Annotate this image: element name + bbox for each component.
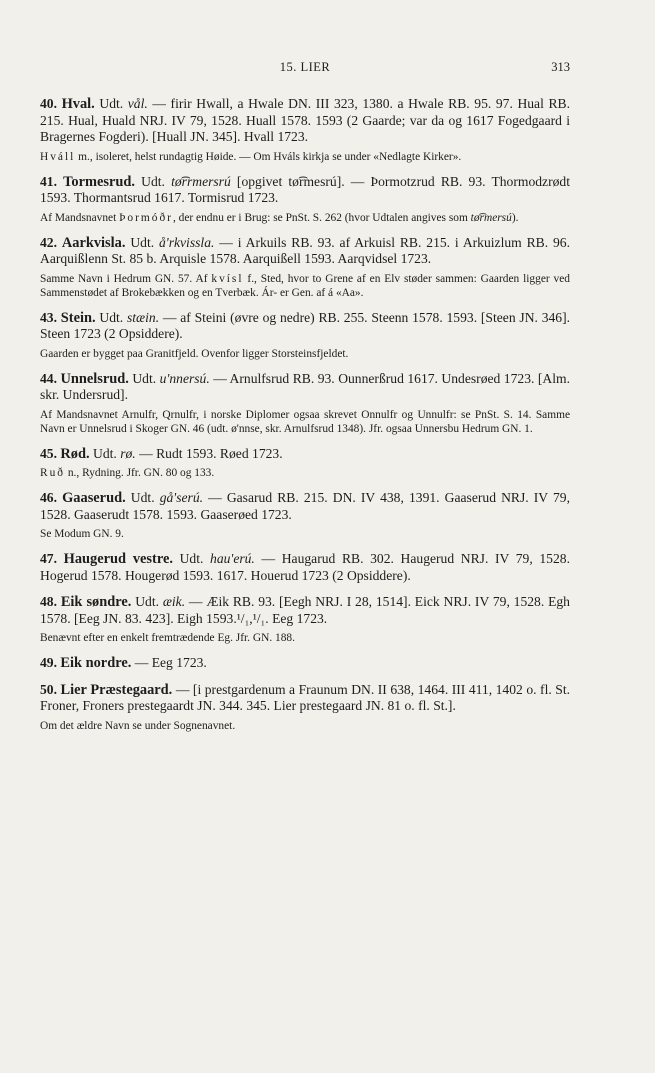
historical-forms: — firir Hwall, a Hwale DN. III 323, 1380. a Hwale RB. 95. 97. Hual RB. 215. Hual, Huald NRJ. IV 79, 1528. Huall 1578. 1593 (2 Gaarde; var da og 1617 Fogedgaard i Bragernes Fogderi). [Huall JN. 345]. Hvall 1723. [40, 96, 570, 144]
farm-name: Haugerud vestre. [63, 551, 173, 567]
farm-name: Lier Præstegaard. [60, 681, 173, 698]
entry-number: 44. [40, 370, 57, 386]
udt-label: Udt. [132, 370, 157, 386]
note-text: n., Rydning. Jfr. GN. 80 og 133. [65, 467, 215, 479]
entry-46 [40, 490, 570, 541]
farm-name: Eik søndre. [60, 594, 132, 610]
note-text-end: ). [511, 211, 519, 224]
entry-44 [40, 371, 570, 436]
note-text: Benævnt efter en enkelt fremtrædende Eg. Jfr. GN. 188. [40, 632, 295, 644]
entry-number: 45. [40, 445, 57, 461]
historical-forms: — i Arkuils RB. 93. af Arkuisl RB. 215. i Arkuizlum RB. 96. Aarquißlenn St. 85 b. Arquisle 1578. Aarquißell 1593. Aarqvidsel 1723. [40, 234, 570, 266]
entry-42 [40, 235, 570, 300]
entry-number: 50. [40, 681, 57, 697]
entry-number: 43. [40, 309, 57, 325]
note-text: Gaarden er bygget paa Granitfjeld. Ovenfor ligger Storsteinsfjeldet. [40, 347, 349, 360]
entry-number: 41. [40, 173, 57, 189]
entry-48 [40, 594, 570, 645]
note-spaced-term: Þormóðr [119, 211, 173, 224]
entry-47 [40, 551, 570, 584]
entry-note [40, 527, 570, 541]
historical-forms: — Haugarud RB. 302. Haugerud NRJ. IV 79, 1528. Hogerud 1578. Hougerød 1593. 1617. Houerud 1723 (2 Opsiddere). [40, 551, 570, 583]
note-spaced-term: kvísl [211, 272, 244, 285]
farm-name: Hval. [61, 96, 95, 112]
udt-label: Udt. [99, 309, 124, 325]
entry-main-text [40, 310, 570, 343]
historical-forms: [opgivet tø͡rmesrú]. — Þormotzrud RB. 93. Thormodzrødt 1593. Thormantsrud 1617. Tormisrud 1723. [40, 173, 570, 205]
historical-forms: — Rudt 1593. Røed 1723. [135, 445, 283, 461]
pronunciation: æik. [162, 594, 186, 609]
pronunciation: gå'serú. [159, 490, 204, 505]
udt-label: Udt. [93, 445, 117, 461]
entry-40 [40, 96, 570, 164]
entry-main-text [40, 235, 570, 268]
farm-name: Stein. [60, 309, 96, 326]
entry-number: 49. [40, 655, 57, 670]
entry-43 [40, 310, 570, 361]
pronunciation: tø͡rrmersrú [171, 173, 231, 189]
entry-note [40, 466, 570, 480]
entry-41 [40, 174, 570, 225]
entry-45 [40, 446, 570, 481]
note-text: Se Modum GN. 9. [40, 528, 124, 540]
entry-number: 47. [40, 551, 57, 566]
farm-name: Aarkvisla. [61, 234, 126, 251]
pronunciation: å'rkvissla. [159, 234, 215, 250]
entry-note [40, 211, 570, 225]
note-text: , der endnu er i Brug: se PnSt. S. 262 (hvor Udtalen angives som [172, 211, 471, 224]
entry-main-text [40, 174, 570, 207]
note-text: Om det ældre Navn se under Sognenavnet. [40, 719, 236, 732]
note-text: f., Sted, hvor to Grene af en Elv støder sammen: Gaarden ligger ved Sammenstødet af Brokebækken og en Tverbæk. Ár- er Gen. af á «Aa». [40, 272, 570, 299]
farm-name: Gaaserud. [62, 490, 126, 506]
udt-label: Udt. [130, 234, 155, 250]
entry-number: 40. [40, 96, 57, 111]
entry-main-text [40, 682, 570, 715]
pronunciation: vål. [127, 96, 148, 111]
historical-forms: — af Steini (øvre og nedre) RB. 255. Steenn 1578. 1593. [Steen JN. 346]. Steen 1723 (2 Opsiddere). [40, 309, 571, 341]
farm-name: Rød. [60, 445, 90, 462]
entry-note [40, 347, 570, 361]
entry-main-text [40, 655, 570, 672]
entry-main-text [40, 446, 570, 463]
page-header [40, 60, 570, 80]
running-title: 15. LIER [279, 60, 331, 74]
entry-note [40, 272, 570, 300]
historical-forms: — Æik RB. 93. [Eegh NRJ. I 28, 1514]. Eick NRJ. IV 79, 1528. Egh 1578. [Eeg JN. 83. 423]. Eigh 1593.¹/₁,¹/₁. Eeg 1723. [40, 594, 570, 626]
note-text: Af Mandsnavnet Arnulfr, Qrnulfr, i norske Diplomer ogsaa skrevet Onnulfr og Unnulfr: se PnSt. S. 14. Samme Navn er Unnelsrud i Skoger GN. 46 (udt. ø'nnse, skr. Arnulfsrud 1348). Jfr. ogsaa Unnersbu Hedrum GN. 1. [40, 408, 570, 435]
entry-50 [40, 682, 570, 733]
udt-label: Udt. [135, 594, 159, 609]
entries [40, 96, 570, 743]
note-text-pre: Af Mandsnavnet [40, 211, 120, 224]
historical-forms: — Eeg 1723. [131, 655, 207, 670]
entry-number: 42. [40, 234, 57, 250]
historical-forms: — Gasarud RB. 215. DN. IV 438, 1391. Gaaserud NRJ. IV 79, 1528. Gaaserudt 1578. 1593. Gaaserøed 1723. [40, 490, 570, 522]
farm-name: Eik nordre. [60, 655, 132, 671]
note-text-pre: Samme Navn i Hedrum GN. 57. Af [40, 272, 212, 285]
note-spaced-term: Hváll [40, 150, 76, 163]
udt-label: Udt. [179, 551, 204, 566]
entry-main-text [40, 371, 570, 404]
pronunciation: rø. [120, 445, 136, 461]
historical-forms: — Arnulfsrud RB. 93. Ounnerßrud 1617. Undesrøed 1723. [Alm. skr. Undersrud]. [40, 370, 570, 402]
pronunciation: stæin. [126, 309, 160, 325]
note-text: m., isoleret, helst rundagtig Høide. — Om Hváls kirkja se under «Nedlagte Kirker». [75, 150, 462, 163]
page-number: 313 [551, 60, 570, 74]
entry-note [40, 150, 570, 164]
entry-number: 48. [40, 594, 57, 609]
entry-note [40, 631, 570, 645]
udt-label: Udt. [130, 490, 155, 505]
entry-main-text [40, 96, 570, 146]
pronunciation: u'nnersú. [159, 370, 210, 386]
pronunciation: hau'erú. [210, 551, 255, 566]
note-pronunciation: tø͡rmersú [470, 211, 512, 224]
entry-note [40, 408, 570, 436]
farm-name: Tormesrud. [63, 173, 135, 190]
entry-49 [40, 655, 570, 672]
entry-number: 46. [40, 490, 57, 505]
entry-main-text [40, 490, 570, 523]
note-spaced-term: Ruð [40, 467, 65, 479]
entry-main-text [40, 594, 570, 627]
udt-label: Udt. [99, 96, 124, 111]
farm-name: Unnelsrud. [60, 370, 129, 387]
entry-main-text [40, 551, 570, 584]
entry-note [40, 719, 570, 733]
historical-forms: — [i prestgardenum a Fraunum DN. II 638, 1464. III 411, 1402 o. fl. St. Froner, Froners prestegaardt JN. 344. 345. Lier prestegaard JN. 81 o. fl. St.]. [40, 681, 571, 713]
udt-label: Udt. [141, 173, 165, 189]
